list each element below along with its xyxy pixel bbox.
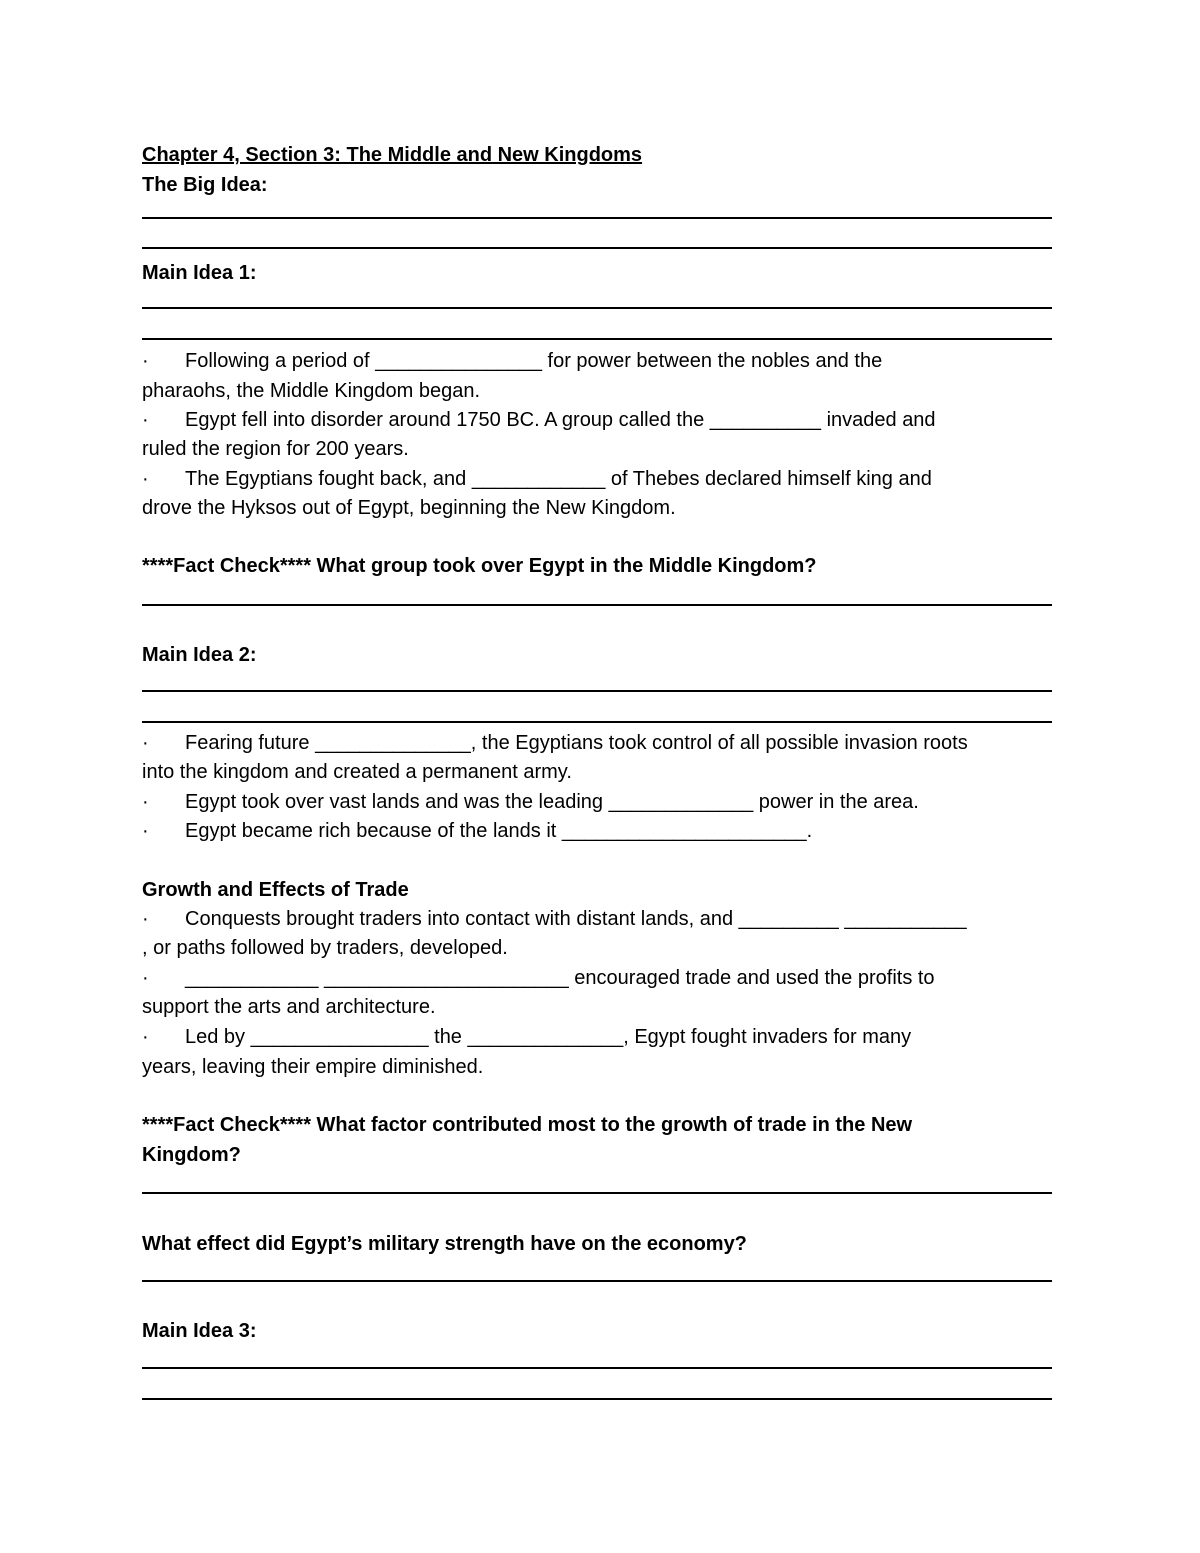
main-idea-2-label: Main Idea 2: — [142, 644, 257, 666]
fact-check-question-continuation: Kingdom? — [142, 1144, 241, 1166]
answer-line[interactable] — [142, 307, 1052, 309]
list-item-text: ____________ ______________________ encouraged trade and used the profits to — [185, 967, 935, 989]
list-item-text: Egypt became rich because of the lands it ______________________. — [185, 820, 813, 842]
answer-line[interactable] — [142, 1398, 1052, 1400]
list-item — [142, 963, 935, 993]
bullet: · — [142, 908, 149, 930]
trade-heading: Growth and Effects of Trade — [142, 879, 409, 901]
bullet: · — [142, 732, 149, 754]
fact-check-question: ****Fact Check**** What factor contributed most to the growth of trade in the New — [142, 1114, 913, 1136]
answer-line[interactable] — [142, 338, 1052, 340]
answer-line[interactable] — [142, 1192, 1052, 1194]
list-item-continuation: , or paths followed by traders, developed. — [142, 937, 508, 959]
list-item-continuation: ruled the region for 200 years. — [142, 438, 409, 460]
list-item — [142, 405, 936, 435]
answer-line[interactable] — [142, 604, 1052, 606]
list-item — [142, 904, 967, 934]
answer-line[interactable] — [142, 217, 1052, 219]
list-item-text: Egypt fell into disorder around 1750 BC. A group called the __________ invaded and — [185, 409, 936, 431]
list-item-text: The Egyptians fought back, and ____________ of Thebes declared himself king and — [185, 468, 932, 490]
list-item — [142, 464, 932, 494]
list-item-text: Fearing future ______________, the Egyptians took control of all possible invasion roots — [185, 732, 968, 754]
list-item-text: Following a period of _______________ for power between the nobles and the — [185, 350, 883, 372]
list-item — [142, 346, 882, 376]
list-item — [142, 787, 919, 817]
answer-line[interactable] — [142, 1367, 1052, 1369]
list-item — [142, 1022, 911, 1052]
list-item-continuation: years, leaving their empire diminished. — [142, 1056, 484, 1078]
bullet: · — [142, 967, 149, 989]
page-title: Chapter 4, Section 3: The Middle and New Kingdoms — [142, 144, 643, 166]
answer-line[interactable] — [142, 1280, 1052, 1282]
bullet: · — [142, 791, 149, 813]
list-item — [142, 728, 968, 758]
list-item-continuation: pharaohs, the Middle Kingdom began. — [142, 380, 481, 402]
military-question: What effect did Egypt’s military strength have on the economy? — [142, 1233, 747, 1255]
bullet: · — [142, 820, 149, 842]
main-idea-1-label: Main Idea 1: — [142, 262, 257, 284]
list-item-continuation: into the kingdom and created a permanent army. — [142, 761, 572, 783]
answer-line[interactable] — [142, 721, 1052, 723]
bullet: · — [142, 468, 149, 490]
list-item-text: Conquests brought traders into contact with distant lands, and _________ ___________ — [185, 908, 967, 930]
list-item-continuation: support the arts and architecture. — [142, 996, 436, 1018]
answer-line[interactable] — [142, 247, 1052, 249]
bullet: · — [142, 350, 149, 372]
list-item-text: Led by ________________ the ______________, Egypt fought invaders for many — [185, 1026, 912, 1048]
fact-check-question: ****Fact Check**** What group took over Egypt in the Middle Kingdom? — [142, 555, 817, 577]
answer-line[interactable] — [142, 690, 1052, 692]
list-item-text: Egypt took over vast lands and was the leading _____________ power in the area. — [185, 791, 919, 813]
list-item — [142, 816, 812, 846]
bullet: · — [142, 1026, 149, 1048]
big-idea-label: The Big Idea: — [142, 174, 268, 196]
list-item-continuation: drove the Hyksos out of Egypt, beginning the New Kingdom. — [142, 497, 676, 519]
bullet: · — [142, 409, 149, 431]
main-idea-3-label: Main Idea 3: — [142, 1320, 257, 1342]
